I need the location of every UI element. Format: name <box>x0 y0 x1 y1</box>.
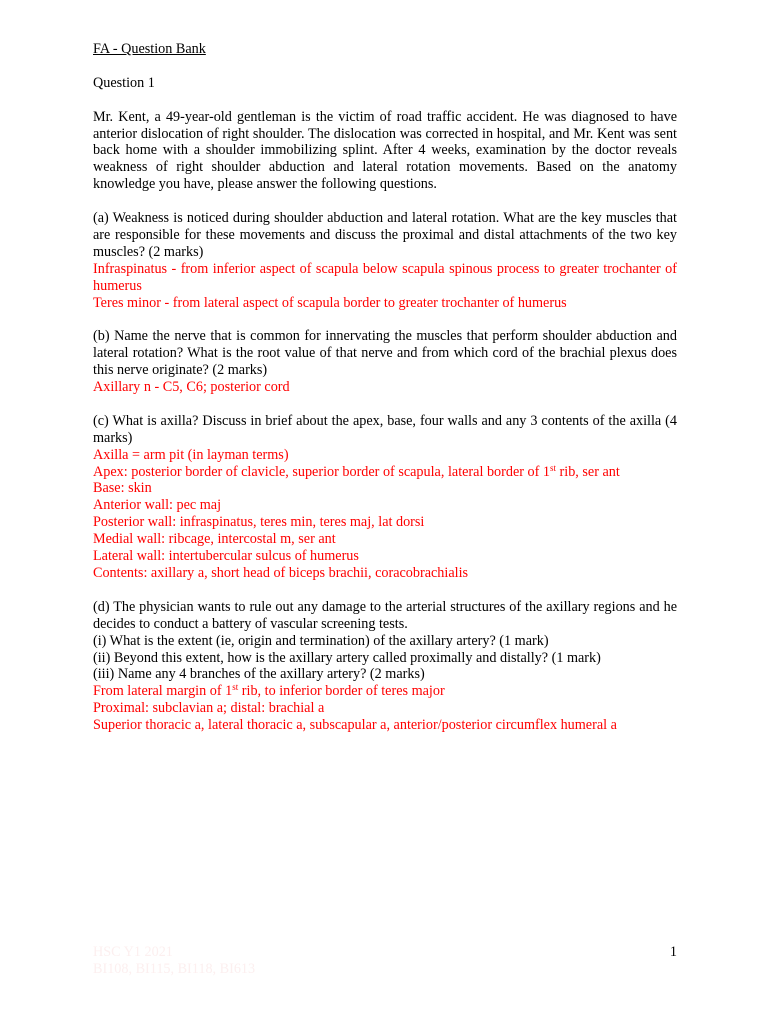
question-d-ii: (ii) Beyond this extent, how is the axillary artery called proximally and distally? (1 mark) <box>93 649 601 666</box>
answer-c-axilla: Axilla = arm pit (in layman terms) <box>93 446 289 463</box>
answer-d-i-text: From lateral margin of 1 <box>93 683 233 700</box>
page-number: 1 <box>669 944 677 960</box>
answer-d-i <box>93 683 677 700</box>
question-d: (d) The physician wants to rule out any damage to the arterial structures of the axillary regions and he decides to conduct a battery of vascular screening tests. <box>93 598 677 632</box>
footer-course-line: HSC Y1 2021 <box>93 944 173 960</box>
question-b: (b) Name the nerve that is common for innervating the muscles that perform shoulder abduction and lateral rotation? What is the root value of that nerve and from which cord of the brachial plexus does this nerve originate? (2 marks) <box>93 328 677 379</box>
document-page <box>93 41 677 734</box>
apex-superscript: st <box>549 462 556 473</box>
answer-c-base: Base: skin <box>93 480 152 497</box>
answer-c-lateral-wall: Lateral wall: intertubercular sulcus of humerus <box>93 548 359 565</box>
question-c: (c) What is axilla? Discuss in brief about the apex, base, four walls and any 3 contents of the axilla (4 marks) <box>93 412 677 446</box>
question-d-iii: (iii) Name any 4 branches of the axillary artery? (2 marks) <box>93 666 425 683</box>
document-title: FA - Question Bank <box>93 41 206 57</box>
answer-c-contents: Contents: axillary a, short head of biceps brachii, coracobrachialis <box>93 565 469 582</box>
question-intro: Mr. Kent, a 49-year-old gentleman is the victim of road traffic accident. He was diagnosed to have anterior dislocation of right shoulder. The dislocation was corrected in hospital, and Mr. Kent was sent back home with a shoulder immobilizing splint. After 4 weeks, examination by the doctor reveals weakness of right shoulder abduction and lateral rotation movements. Based on the anatomy knowledge you have, please answer the following questions. <box>93 108 677 193</box>
answer-a-teres-minor: Teres minor - from lateral aspect of scapula border to greater trochanter of humerus <box>93 294 567 311</box>
answer-d-ii: Proximal: subclavian a; distal: brachial a <box>93 700 325 717</box>
answer-d-i-superscript: st <box>232 682 239 693</box>
answer-c-posterior-wall: Posterior wall: infraspinatus, teres min, teres maj, lat dorsi <box>93 514 425 531</box>
answer-d-i-text-end: rib, to inferior border of teres major <box>238 683 445 700</box>
answer-c-anterior-wall: Anterior wall: pec maj <box>93 497 222 514</box>
page-footer <box>93 944 677 978</box>
apex-text-end: rib, ser ant <box>556 463 620 480</box>
question-d-i: (i) What is the extent (ie, origin and termination) of the axillary artery? (1 mark) <box>93 632 549 649</box>
answer-c-apex <box>93 464 677 481</box>
question-label: Question 1 <box>93 74 155 91</box>
answer-a-infraspinatus: Infraspinatus - from inferior aspect of scapula below scapula spinous process to greater trochanter of humerus <box>93 260 677 294</box>
apex-text: Apex: posterior border of clavicle, superior border of scapula, lateral border of 1 <box>93 463 550 480</box>
question-a: (a) Weakness is noticed during shoulder abduction and lateral rotation. What are the key muscles that are responsible for these movements and discuss the proximal and distal attachments of the two key muscles? (2 marks) <box>93 210 677 260</box>
answer-c-medial-wall: Medial wall: ribcage, intercostal m, ser ant <box>93 531 336 548</box>
footer-codes-line: BI108, BI115, BI118, BI613 <box>93 960 256 977</box>
answer-b: Axillary n - C5, C6; posterior cord <box>93 379 290 396</box>
answer-d-iii: Superior thoracic a, lateral thoracic a, subscapular a, anterior/posterior circumflex humeral a <box>93 717 617 734</box>
